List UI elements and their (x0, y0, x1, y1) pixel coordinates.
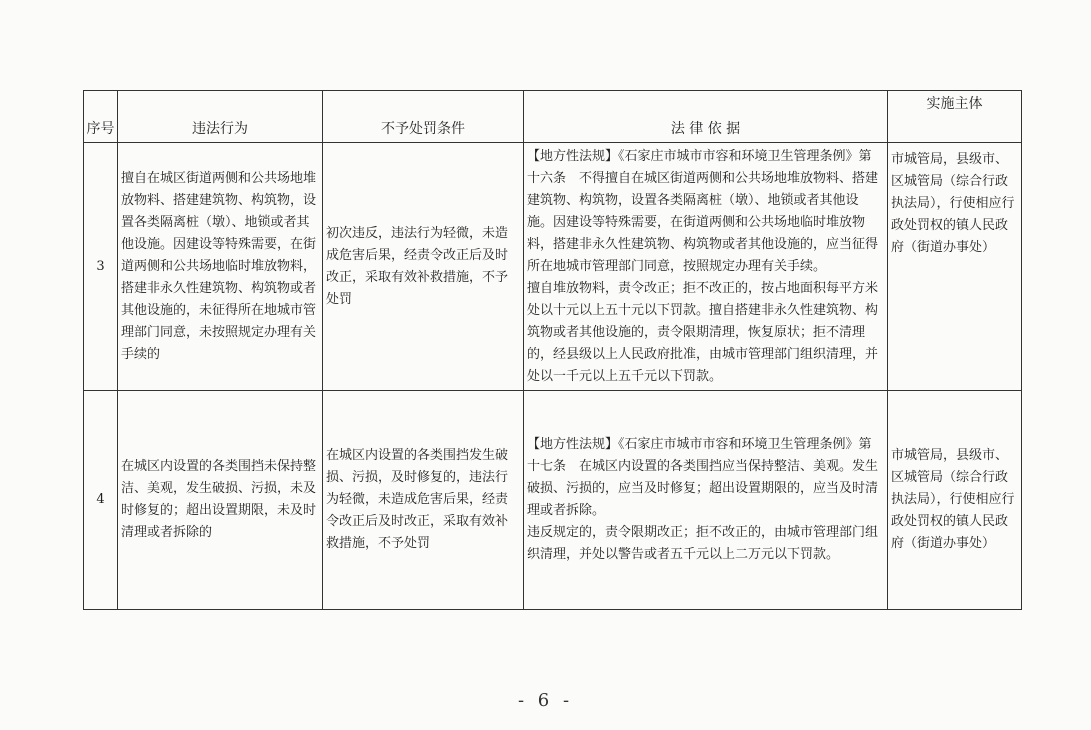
header-serial-number: 序号 (84, 91, 118, 143)
table-row (84, 143, 1022, 391)
header-violation: 违法行为 (118, 91, 323, 143)
row-authority: 市城管局，县级市、区城管局（综合行政执法局），行使相应行政处罚权的镇人民政府（街道办事处） (888, 143, 1022, 391)
header-no-penalty-condition: 不予处罚条件 (323, 91, 524, 143)
row-violation: 擅自在城区街道两侧和公共场地堆放物料、搭建建筑物、构筑物，设置各类隔离桩（墩）、地锁或者其他设施。因建设等特殊需要，在街道两侧和公共场地临时堆放物料，搭建非永久性建筑物、构筑物或者其他设施的，未征得所在地城市管理部门同意，未按照规定办理有关手续的 (118, 143, 323, 391)
row-legal-basis (524, 143, 888, 391)
legal-basis-clause: 【地方性法规】《石家庄市城市市容和环境卫生管理条例》第十七条 在城区内设置的各类围挡应当保持整洁、美观。发生破损、污损的，应当及时修复；超出设置期限的，应当及时清理或者拆除。 (527, 437, 879, 518)
table-header-row (84, 91, 1022, 143)
penalty-table (83, 90, 1022, 610)
header-legal-basis: 法 律 依 据 (524, 91, 888, 143)
row-serial-number: 3 (84, 143, 118, 391)
row-authority: 市城管局，县级市、区城管局（综合行政执法局），行使相应行政处罚权的镇人民政府（街道办事处） (888, 391, 1022, 610)
row-violation: 在城区内设置的各类围挡未保持整洁、美观，发生破损、污损，未及时修复的；超出设置期限，未及时清理或者拆除的 (118, 391, 323, 610)
table-row (84, 391, 1022, 610)
row-no-penalty-condition: 在城区内设置的各类围挡发生破损、污损，及时修复的，违法行为轻微，未造成危害后果，经责令改正后及时改正，采取有效补救措施，不予处罚 (323, 391, 524, 610)
legal-basis-penalty: 擅自堆放物料，责令改正；拒不改正的，按占地面积每平方米处以十元以上五十元以下罚款。擅自搭建非永久性建筑物、构筑物或者其他设施的，责令限期清理，恢复原状；拒不清理的，经县级以上人民政府批准，由城市管理部门组织清理，并处以一千元以上五千元以下罚款。 (527, 280, 879, 384)
legal-basis-clause: 【地方性法规】《石家庄市城市市容和环境卫生管理条例》第十六条 不得擅自在城区街道两侧和公共场地堆放物料、搭建建筑物、构筑物，设置各类隔离桩（墩）、地锁或者其他设施。因建设等特殊需要，在街道两侧和公共场地临时堆放物料，搭建非永久性建筑物、构筑物或者其他设施的，应当征得所在地城市管理部门同意，按照规定办理有关手续。 (527, 148, 879, 274)
row-legal-basis (524, 391, 888, 610)
row-no-penalty-condition: 初次违反，违法行为轻微，未造成危害后果，经责令改正后及时改正，采取有效补救措施，不予处罚 (323, 143, 524, 391)
header-authority: 实施主体 (888, 91, 1022, 143)
legal-basis-penalty: 违反规定的，责令限期改正；拒不改正的，由城市管理部门组织清理，并处以警告或者五千元以上二万元以下罚款。 (527, 525, 879, 562)
page-number: - 6 - (517, 690, 574, 711)
row-serial-number: 4 (84, 391, 118, 610)
